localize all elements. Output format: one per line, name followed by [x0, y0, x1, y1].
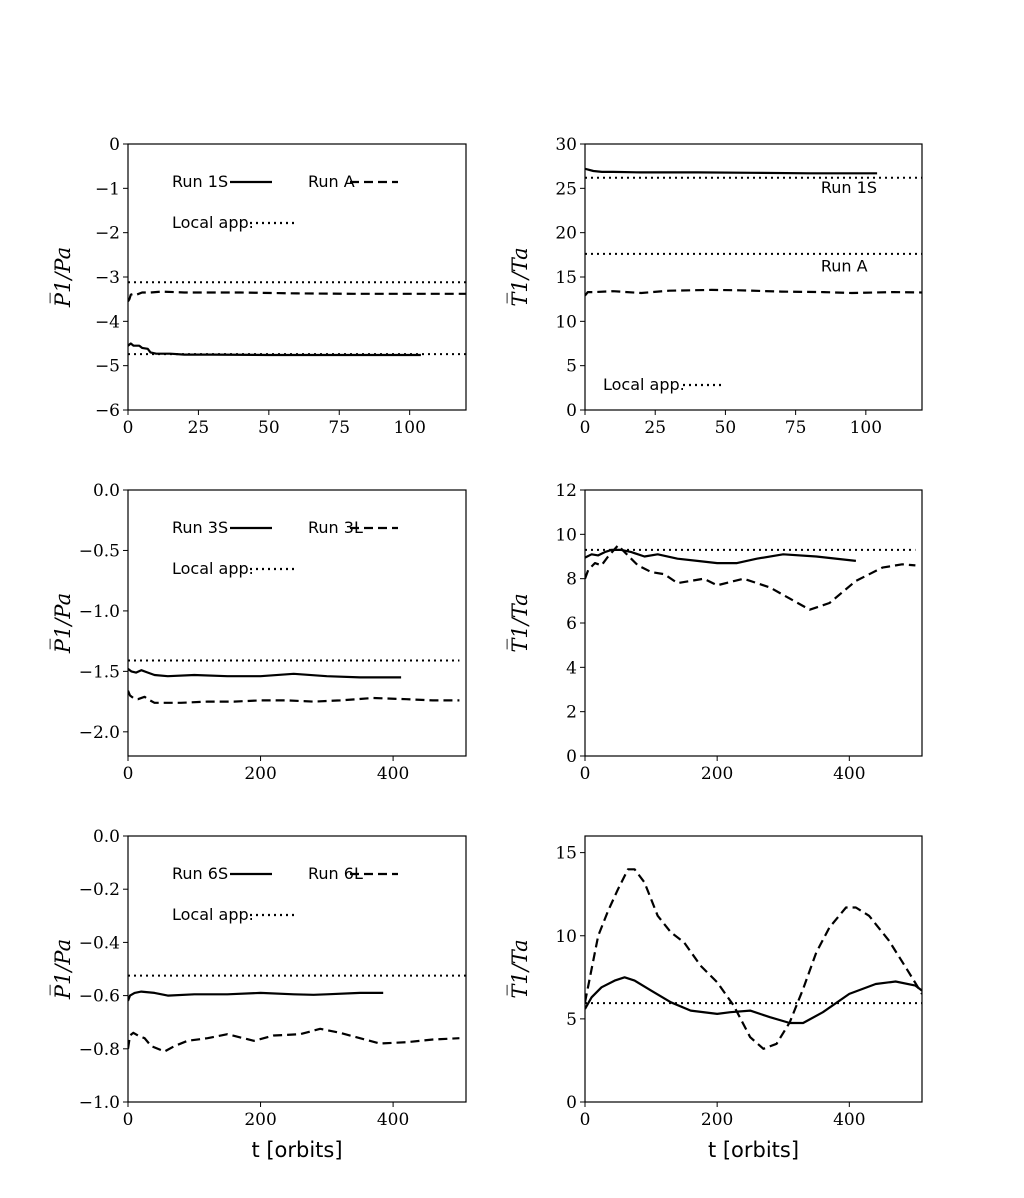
x-tick-label: 75	[784, 418, 807, 438]
y-tick-label: 2	[566, 702, 577, 723]
y-tick-label: 5	[566, 356, 577, 377]
x-tick-label: 400	[376, 1110, 410, 1130]
legend-label-run-6l: Run 6L	[308, 864, 363, 883]
annotation-run-a: Run A	[820, 256, 868, 276]
legend-label-local-app: Local app.	[603, 375, 685, 394]
legend-label-local-app: Local app.	[172, 559, 254, 578]
panel-t3	[507, 481, 922, 784]
y-tick-label: −5	[94, 356, 120, 377]
panel-p3	[50, 481, 466, 784]
series-line-run-a	[585, 290, 922, 296]
y-axis-label: P̅1/Pa	[51, 592, 75, 654]
y-tick-label: 15	[555, 268, 577, 288]
legend-label-run-6s: Run 6S	[172, 864, 229, 883]
panel-p1	[50, 135, 466, 438]
y-tick-label: 0	[109, 135, 120, 155]
y-tick-label: 4	[566, 658, 577, 679]
y-tick-label: 30	[555, 135, 577, 155]
series-line-run-1s	[585, 169, 877, 174]
y-tick-label: 0.0	[92, 827, 120, 847]
legend-label-local-app: Local app.	[172, 213, 254, 232]
annotation-run-1s: Run 1S	[820, 177, 878, 197]
x-tick-label: 100	[393, 418, 426, 438]
y-tick-label: 10	[555, 525, 577, 546]
panel-t6	[507, 836, 922, 1162]
x-tick-label: 25	[187, 418, 210, 438]
y-tick-label: −1.0	[78, 1093, 120, 1113]
legend-label-local-app: Local app.	[172, 905, 254, 924]
y-tick-label: −2.0	[78, 722, 120, 743]
legend-label-run-3s: Run 3S	[172, 518, 229, 537]
y-tick-label: 0.0	[92, 481, 120, 501]
panel-t1	[507, 135, 922, 438]
y-tick-label: 25	[555, 179, 577, 200]
y-axis-label: P̅1/Pa	[51, 938, 75, 1000]
x-tick-label: 25	[644, 418, 667, 438]
x-tick-label: 100	[849, 418, 883, 438]
x-tick-label: 50	[714, 418, 737, 438]
x-axis-label: t [orbits]	[251, 1138, 343, 1162]
series-line-run-6s	[585, 977, 922, 1023]
x-tick-label: 200	[700, 764, 734, 784]
y-tick-label: −4	[94, 312, 120, 333]
series-line-run-6s	[128, 992, 383, 1001]
x-tick-label: 0	[579, 1110, 591, 1130]
series-line-run-6l	[585, 869, 922, 1049]
legend-label-run-a: Run A	[308, 172, 355, 191]
y-tick-label: 10	[555, 312, 577, 333]
y-tick-label: 20	[555, 223, 577, 244]
y-tick-label: 6	[566, 614, 577, 634]
x-tick-label: 0	[579, 418, 591, 438]
x-tick-label: 200	[244, 1110, 277, 1130]
y-tick-label: −2	[94, 223, 120, 244]
y-tick-label: 0	[566, 401, 577, 421]
y-tick-label: −0.4	[78, 933, 120, 954]
plot-frame	[585, 836, 922, 1102]
y-tick-label: 5	[566, 1009, 577, 1030]
y-tick-label: −1.5	[78, 662, 120, 683]
y-tick-label: −1.0	[78, 601, 120, 622]
x-tick-label: 0	[579, 764, 591, 784]
y-axis-label: T̅1/Ta	[508, 593, 532, 653]
series-group	[128, 661, 459, 703]
y-tick-label: −0.5	[78, 541, 120, 562]
y-tick-label: 12	[555, 481, 577, 501]
series-line-run-3l	[585, 545, 915, 609]
y-tick-label: −0.2	[78, 880, 120, 901]
y-tick-label: −1	[94, 179, 120, 200]
y-tick-label: −6	[94, 401, 120, 421]
y-axis-label: P̅1/Pa	[51, 246, 75, 308]
plot-frame	[585, 490, 922, 756]
y-axis-label: T̅1/Ta	[508, 247, 532, 307]
y-tick-label: −0.8	[78, 1039, 120, 1060]
x-tick-label: 0	[122, 764, 134, 784]
series-group	[128, 976, 466, 1052]
y-tick-label: 0	[566, 1093, 577, 1113]
y-tick-label: −0.6	[78, 986, 120, 1007]
x-tick-label: 400	[833, 1110, 866, 1130]
x-axis-label: t [orbits]	[707, 1138, 800, 1162]
x-tick-label: 200	[700, 1110, 734, 1130]
x-tick-label: 400	[376, 764, 410, 784]
series-line-run-3s	[128, 669, 401, 678]
x-tick-label: 50	[258, 418, 280, 438]
y-tick-label: 10	[555, 926, 577, 947]
x-tick-label: 75	[328, 418, 351, 438]
y-tick-label: 15	[555, 843, 577, 864]
series-group	[585, 545, 915, 609]
y-tick-label: −3	[94, 268, 120, 288]
panel-p6	[50, 827, 466, 1162]
series-line-run-3l	[128, 691, 459, 703]
x-tick-label: 200	[244, 764, 277, 784]
series-group	[585, 869, 922, 1049]
series-group	[128, 282, 466, 355]
x-tick-label: 0	[122, 1110, 134, 1130]
series-line-run-6l	[128, 1029, 459, 1052]
x-tick-label: 400	[833, 764, 866, 784]
legend-label-run-1s: Run 1S	[172, 172, 229, 191]
x-tick-label: 0	[122, 418, 134, 438]
y-tick-label: 0	[566, 747, 577, 767]
series-line-run-a	[128, 292, 466, 302]
legend-label-run-3l: Run 3L	[308, 518, 363, 537]
y-tick-label: 8	[566, 569, 577, 590]
y-axis-label: T̅1/Ta	[508, 939, 532, 999]
